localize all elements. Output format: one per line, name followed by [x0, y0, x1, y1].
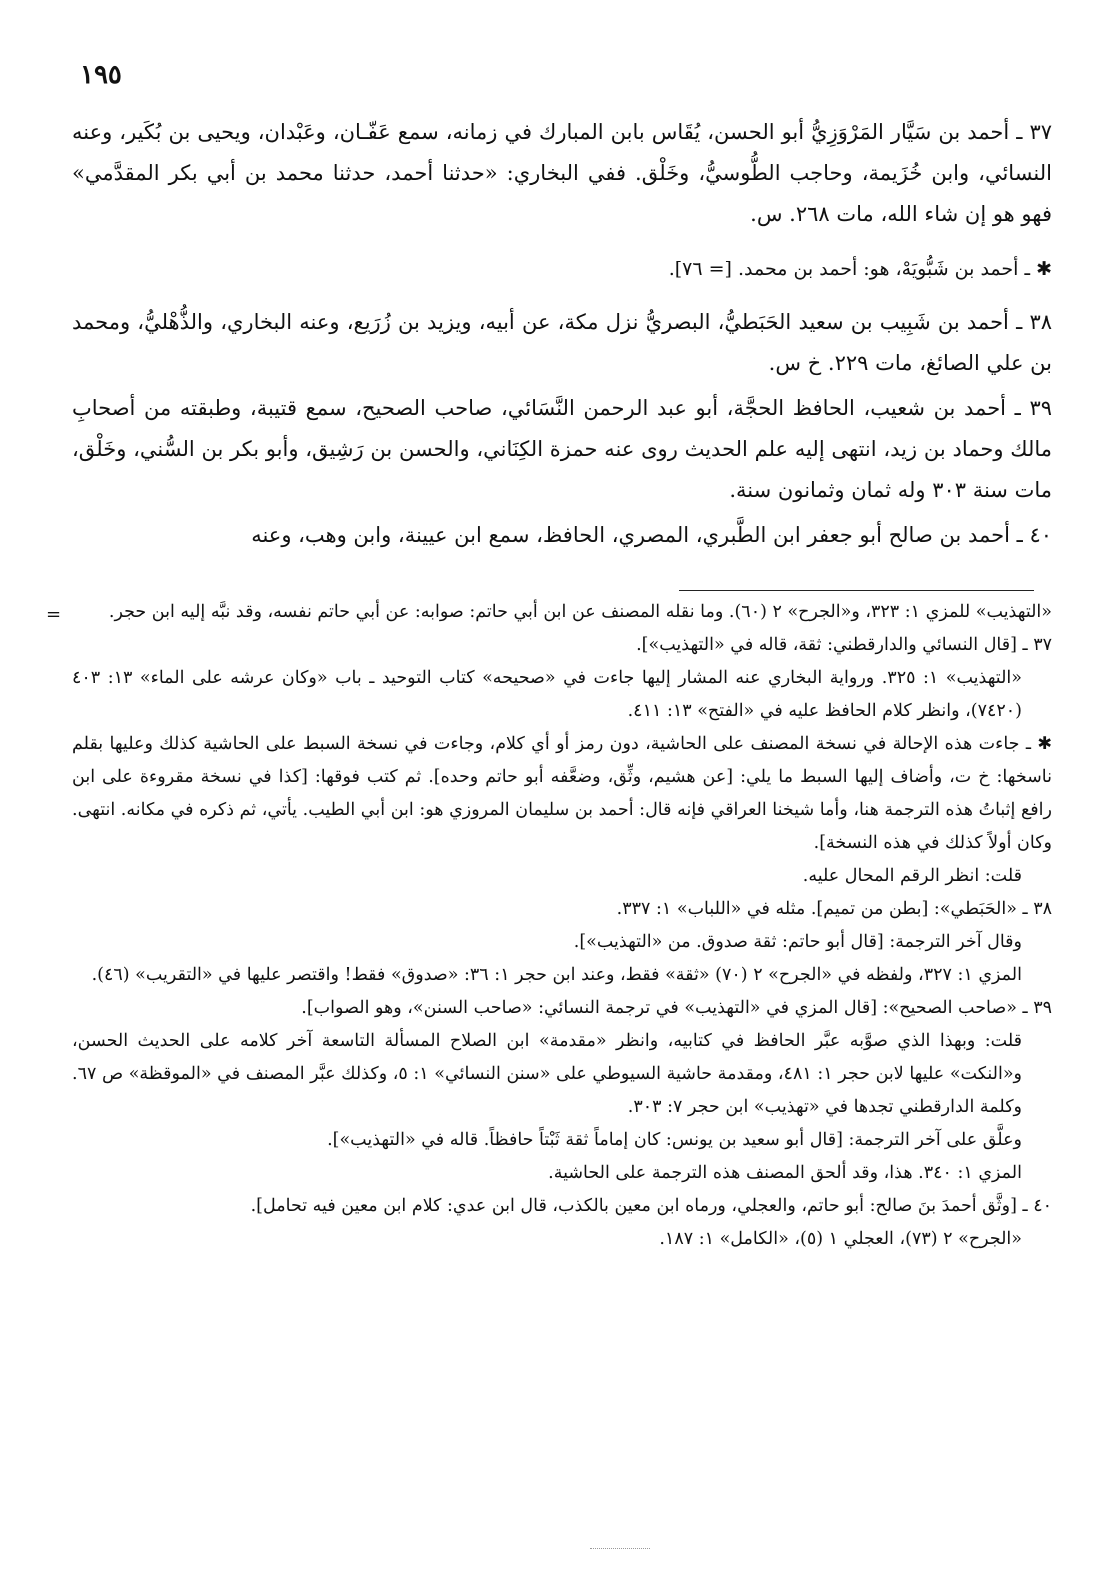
entry-40: ٤٠ ـ أحمد بن صالح أبو جعفر ابن الطَّبري، المصري، الحافظ، سمع ابن عيينة، وابن وهب، وعنه: [251, 523, 1052, 547]
entry-star-cross-reference: ✱ ـ أحمد بن شَبُّويَهْ، هو: أحمد بن محمد. [= ٧٦].: [668, 258, 1052, 280]
page-number: ١٩٥: [80, 60, 122, 90]
footnote-38-body: المزي ١: ٣٢٧، ولفظه في «الجرح» ٢ (٧٠) «ثقة» فقط، وعند ابن حجر ١: ٣٦: «صدوق» فقط! واقتصر عليها في «التقريب» (٤٦).: [91, 965, 1022, 985]
entry-38: ٣٨ ـ أحمد بن شَبِيب بن سعيد الحَبَطيُّ، البصريُّ نزل مكة، عن أبيه، ويزيد بن زُرَيع، وعنه البخاري، والذُّهْليُّ، ومحمد بن علي الصائغ، مات ٢٢٩. خ س.: [72, 310, 1052, 375]
footnote-39-body: قلت: وبهذا الذي صوَّبه عبَّر الحافظ في كتابيه، وانظر «مقدمة» ابن الصلاح المسألة التاسعة آخر كلامه على الحديث الحسن، و«النكت» عليها لابن حجر ١: ٤٨١، ومقدمة حاشية السيوطي على «سنن النسائي» ١: ٥، وكذلك عبَّر المصنف في «الموقظة» ص ٦٧. وكلمة الدارقطني تجدها في «تهذيب» ابن حجر ٧: ٣٠٣.: [72, 1031, 1023, 1117]
footnote-40-source: «الجرح» ٢ (٧٣)، العجلي ١ (٥)، «الكامل» ١: ١٨٧.: [659, 1229, 1022, 1249]
footnote-37-body: «التهذيب» ١: ٣٢٥. ورواية البخاري عنه المشار إليها جاءت في «صحيحه» كتاب التوحيد ـ باب «وكان عرشه على الماء» ١٣: ٤٠٣ (٧٤٢٠)، وانظر كلام الحافظ عليه في «الفتح» ١٣: ٤١١.: [72, 668, 1022, 721]
footnote-star-remark: قلت: انظر الرقم المحال عليه.: [802, 866, 1022, 886]
entry-37: ٣٧ ـ أحمد بن سَيَّار المَرْوَزِيُّ أبو الحسن، يُقَاس بابن المبارك في زمانه، سمع عَفّـان، وعَبْدان، ويحيى بن بُكَير، وعنه النسائي، وابن خُزَيمة، وحاجب الطُّوسيُّ، وخَلْق. ففي البخاري: «حدثنا أحمد، حدثنا محمد بن أبي بكر المقدَّمي» فهو هو إن شاء الله، مات ٢٦٨. س.: [72, 120, 1053, 226]
entry-39: ٣٩ ـ أحمد بن شعيب، الحافظ الحجَّة، أبو عبد الرحمن النَّسَائي، صاحب الصحيح، سمع قتيبة، وطبقته من أصحابِ مالك وحماد بن زيد، انتهى إليه علم الحديث روى عنه حمزة الكِنَاني، والحسن بن رَشِيق، وأبو بكر بن السُّني، وخَلْق، مات سنة ٣٠٣ وله ثمان وثمانون سنة.: [72, 396, 1052, 502]
footnote-39-source: المزي ١: ٣٤٠. هذا، وقد ألحق المصنف هذه الترجمة على الحاشية.: [548, 1163, 1022, 1183]
footnote-39-addendum: وعلَّق على آخر الترجمة: [قال أبو سعيد بن يونس: كان إماماً ثقة ثَبْتاً حافظاً. قاله في «التهذيب»].: [327, 1130, 1022, 1150]
footnote-continuation: «التهذيب» للمزي ١: ٣٢٣، و«الجرح» ٢ (٦٠). وما نقله المصنف عن ابن أبي حاتم: صوابه: عن أبي حاتم نفسه، وقد نبَّه إليه ابن حجر.: [108, 602, 1052, 622]
main-text: [72, 112, 1052, 560]
footnote-40-heading: ٤٠ ـ [وثَّق أحمدَ بنَ صالح: أبو حاتم، والعجلي، ورماه ابن معين بالكذب، قال ابن عدي: كلام ابن معين فيه تحامل].: [250, 1196, 1052, 1216]
footnote-38-remark: وقال آخر الترجمة: [قال أبو حاتم: ثقة صدوق. من «التهذيب»].: [573, 932, 1022, 952]
footnote-37-heading: ٣٧ ـ [قال النسائي والدارقطني: ثقة، قاله في «التهذيب»].: [636, 635, 1052, 655]
footnote-38-heading: ٣٨ ـ «الحَبَطي»: [بطن من تميم]. مثله في «اللباب» ١: ٣٣٧.: [616, 899, 1052, 919]
footnote-divider: [679, 590, 1034, 591]
footnotes: [72, 596, 1052, 1256]
footnote-39-heading: ٣٩ ـ «صاحب الصحيح»: [قال المزي في «التهذيب» في ترجمة النسائي: «صاحب السنن»، وهو الصواب].: [301, 998, 1052, 1018]
continuation-mark: =: [46, 604, 62, 625]
footnote-star-heading: ✱ ـ جاءت هذه الإحالة في نسخة المصنف على الحاشية، دون رمز أو أي كلام، وجاءت في نسخة السبط على الحاشية كذلك وعليها بقلم ناسخها: خ ت، وأضاف إليها السبط ما يلي: [عن هشيم، وثِّق، وضعَّفه أبو حاتم وحده]. ثم كتب فوقها: [كذا في نسخة مقروءة على ابن رافع إثباتُ هذه الترجمة هنا، وأما شيخنا العراقي فإنه قال: أحمد بن سليمان المروزي هو: ابن أبي الطيب. يأتي، ثم ذكره في مكانه. انتهى. وكان أولاً كذلك في هذه النسخة].: [72, 734, 1052, 853]
bottom-ornament: [590, 1548, 650, 1549]
